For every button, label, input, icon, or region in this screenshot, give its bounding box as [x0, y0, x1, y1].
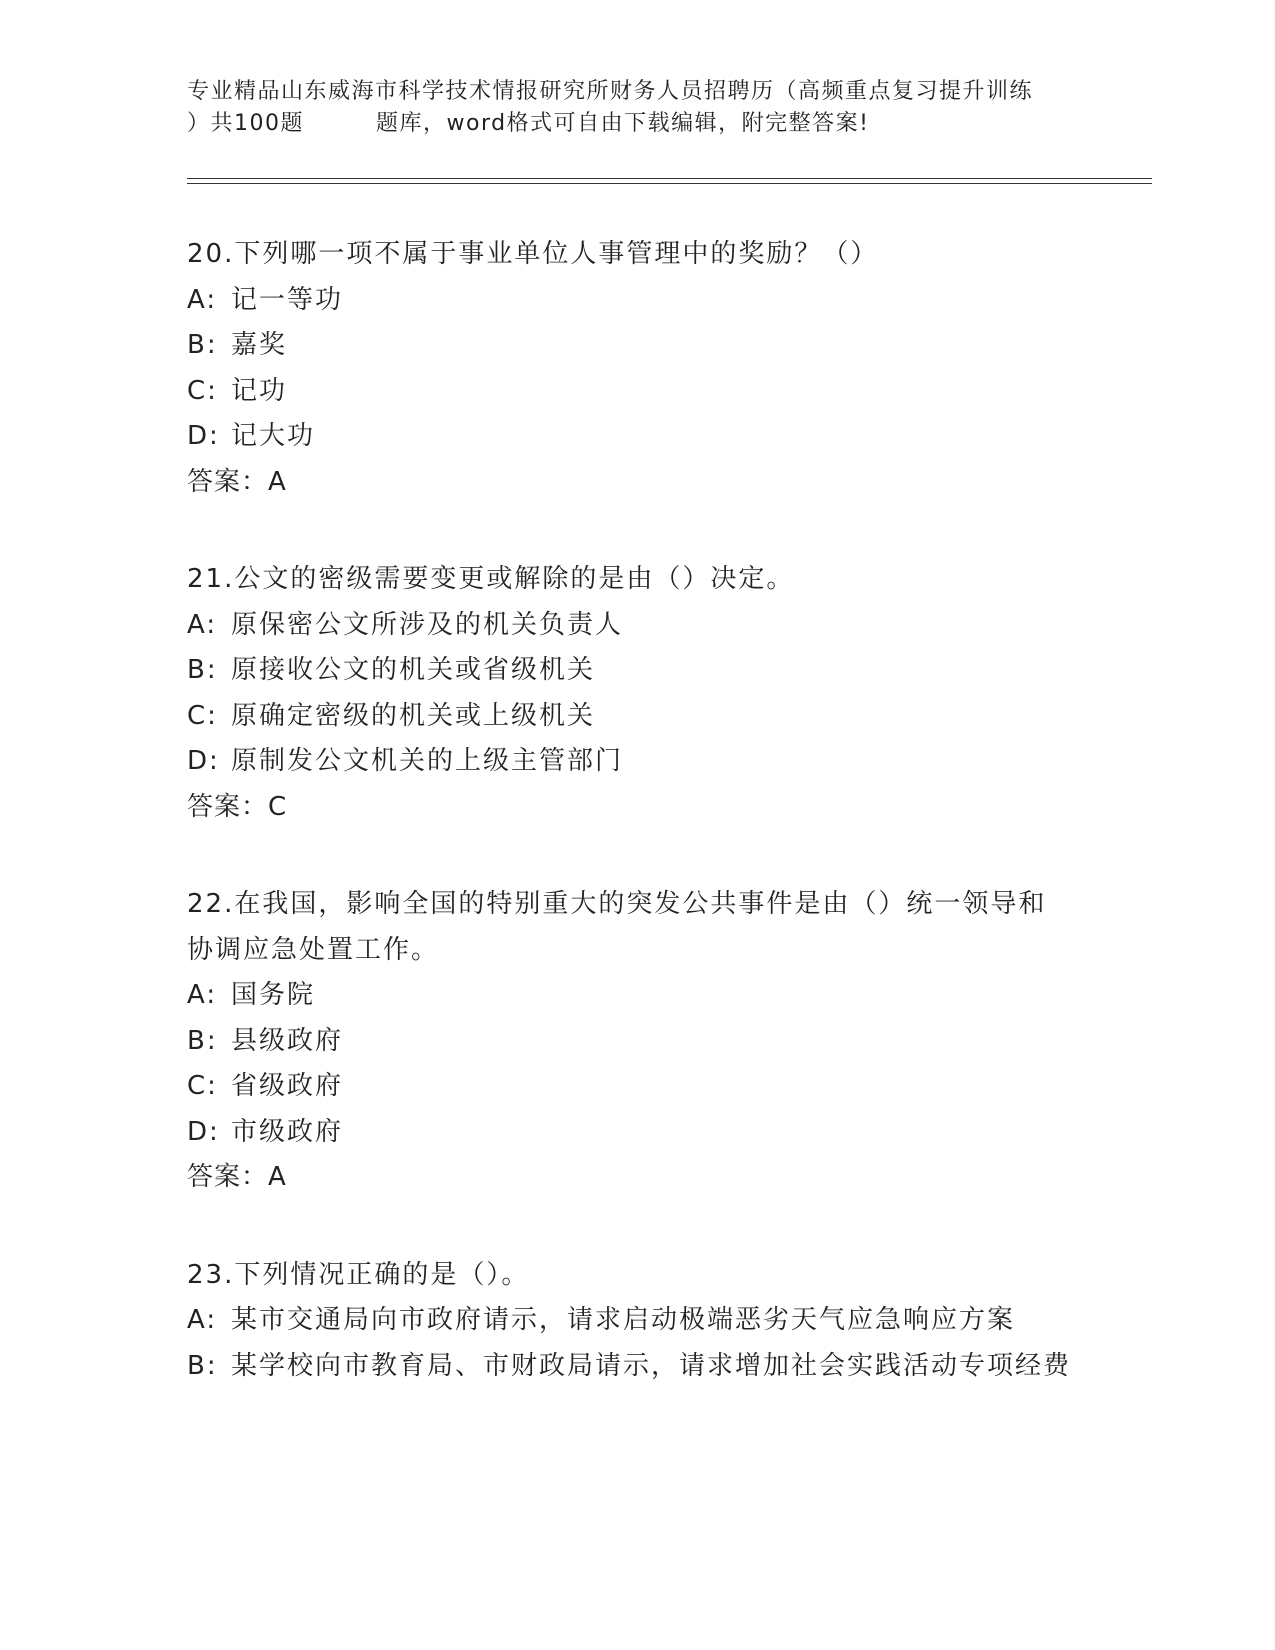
- option-text: 原接收公文的机关或省级机关: [231, 655, 596, 685]
- option-label: D:: [187, 746, 220, 776]
- option-label: B:: [187, 1350, 218, 1381]
- header-divider-top: [187, 178, 1152, 179]
- option-text: 记大功: [231, 421, 316, 451]
- option-label: D:: [187, 1116, 220, 1147]
- option-text: 市级政府: [231, 1116, 344, 1147]
- option-label: A:: [187, 284, 218, 315]
- header-title-line2: [187, 108, 1087, 140]
- option-d: [187, 414, 1087, 460]
- option-label: A:: [187, 1305, 218, 1335]
- option-a: [187, 603, 1087, 649]
- option-text: 省级政府: [231, 1071, 344, 1101]
- question-item: [187, 557, 1087, 830]
- option-c: [187, 369, 1087, 415]
- option-d: [187, 739, 1087, 785]
- question-item: [187, 232, 1087, 505]
- option-c: [187, 1064, 1087, 1110]
- question-item: [187, 882, 1087, 1201]
- option-label: C:: [187, 375, 218, 406]
- question-text: 22.在我国，影响全国的特别重大的突发公共事件是由（）统一领导和协调应急处置工作。: [187, 889, 1047, 965]
- answer-line: 答案：A: [187, 466, 287, 497]
- option-d: [187, 1110, 1087, 1156]
- option-text: 记一等功: [231, 284, 344, 315]
- header-line2-part2: 题库，word格式可自由下载编辑，附完整答案!: [376, 111, 870, 136]
- option-label: B:: [187, 330, 218, 360]
- option-label: B:: [187, 1025, 218, 1056]
- header-title-line1: 专业精品山东威海市科学技术情报研究所财务人员招聘历（高频重点复习提升训练: [187, 79, 1034, 104]
- header-divider-bottom: [187, 183, 1152, 184]
- option-label: A:: [187, 609, 218, 640]
- option-text: 嘉奖: [231, 330, 288, 360]
- option-text: 原确定密级的机关或上级机关: [231, 700, 596, 731]
- header-line2-part1: ）共100题: [187, 111, 304, 136]
- option-a: [187, 973, 1087, 1019]
- question-list: [187, 232, 1087, 1441]
- option-text: 某市交通局向市政府请示，请求启动极端恶劣天气应急响应方案: [231, 1305, 1016, 1335]
- answer-line: 答案：A: [187, 1162, 287, 1192]
- question-text: 21.公文的密级需要变更或解除的是由（）决定。: [187, 564, 795, 594]
- option-label: D:: [187, 421, 220, 451]
- option-label: C:: [187, 1071, 218, 1101]
- question-text: 20.下列哪一项不属于事业单位人事管理中的奖励？（）: [187, 239, 879, 269]
- option-text: 原制发公文机关的上级主管部门: [231, 746, 624, 776]
- option-c: [187, 694, 1087, 740]
- option-text: 县级政府: [231, 1025, 344, 1056]
- option-a: [187, 278, 1087, 324]
- option-b: [187, 648, 1087, 694]
- option-text: 某学校向市教育局、市财政局请示，请求增加社会实践活动专项经费: [231, 1350, 1072, 1381]
- question-text: 23.下列情况正确的是（）。: [187, 1259, 530, 1290]
- option-label: A:: [187, 980, 218, 1010]
- option-text: 原保密公文所涉及的机关负责人: [231, 609, 624, 640]
- answer-line: 答案：C: [187, 791, 288, 822]
- option-label: C:: [187, 700, 218, 731]
- question-item: [187, 1253, 1087, 1390]
- option-b: [187, 323, 1087, 369]
- option-b: [187, 1019, 1087, 1065]
- document-header: [187, 76, 1087, 140]
- option-a: [187, 1298, 1087, 1344]
- option-text: 记功: [231, 375, 288, 406]
- option-text: 国务院: [231, 980, 316, 1010]
- option-label: B:: [187, 655, 218, 685]
- option-b: [187, 1344, 1072, 1390]
